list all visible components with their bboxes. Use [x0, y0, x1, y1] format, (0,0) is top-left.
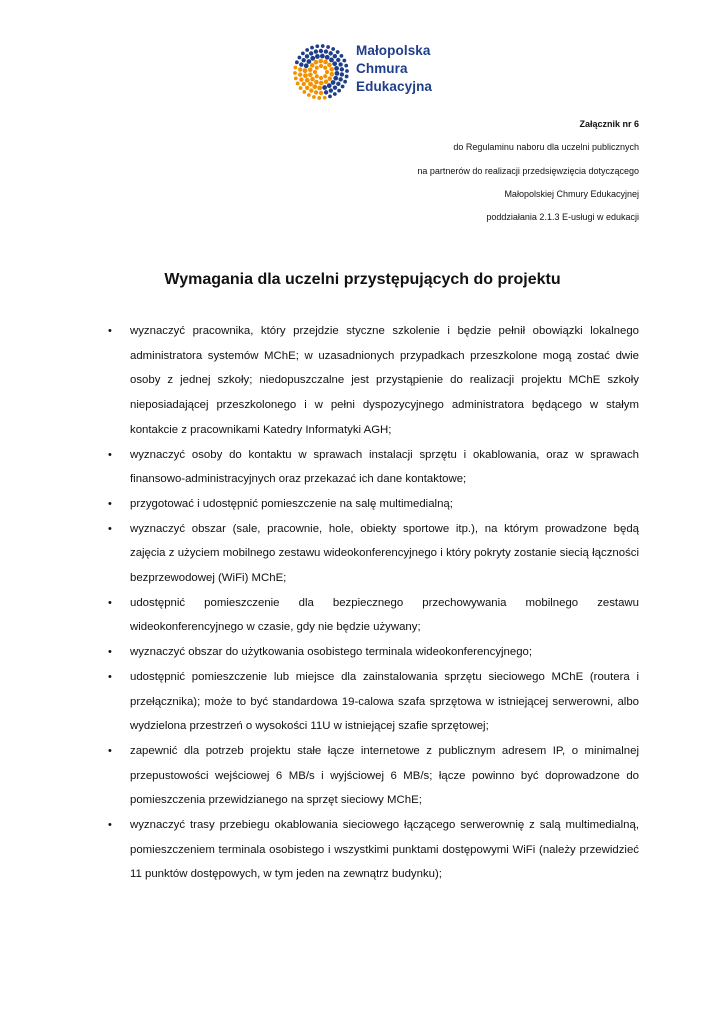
logo-dot: [334, 66, 339, 71]
requirement-text: wyznaczyć osoby do kontaktu w sprawach instalacji sprzętu i okablowania, oraz w sprawach finansowo-administracyjnych oraz przekazać ich dane kontaktowe;: [130, 448, 639, 486]
logo-dot: [333, 54, 337, 58]
logo-dot: [308, 72, 313, 77]
attachment-line-2: na partnerów do realizacji przedsięwzięcia dotyczącego: [417, 165, 639, 176]
logo-dot: [335, 71, 340, 76]
logo-dot: [327, 76, 332, 81]
logo-dot: [315, 66, 319, 70]
logo-dot: [338, 62, 342, 66]
logo: [292, 42, 452, 102]
logo-dot: [310, 77, 315, 82]
logo-dot: [310, 46, 314, 50]
logo-dot: [327, 63, 332, 68]
logo-dot: [307, 93, 311, 97]
logo-dot: [324, 49, 328, 53]
logo-dot: [340, 67, 344, 71]
logo-dot: [302, 82, 306, 86]
attachment-number: Załącznik nr 6: [579, 119, 639, 129]
bullet-icon: •: [108, 596, 112, 609]
logo-dot: [304, 63, 309, 68]
logo-dot: [314, 80, 319, 85]
requirements-list: [108, 319, 639, 887]
logo-dot: [319, 81, 324, 86]
logo-dot: [303, 73, 308, 78]
logo-dot: [337, 89, 341, 93]
logo-dot: [331, 80, 336, 85]
logo-dot: [340, 72, 344, 76]
logo-dot: [298, 72, 302, 76]
logo-dot: [313, 70, 317, 74]
logo-dot: [328, 95, 332, 99]
logo-line-1: Małopolska: [356, 43, 431, 58]
requirement-item: [108, 319, 639, 443]
logo-dot: [295, 60, 299, 64]
logo-dot: [302, 90, 306, 94]
logo-dot: [312, 95, 316, 99]
logo-line-3: Edukacyjna: [356, 79, 433, 94]
logo-dot: [333, 85, 337, 89]
logo-dot-mark-icon: [292, 42, 350, 102]
bullet-icon: •: [108, 744, 112, 757]
logo-dot: [345, 75, 349, 79]
logo-dot: [329, 72, 334, 77]
logo-dot: [328, 51, 332, 55]
logo-dot: [315, 74, 319, 78]
bullet-icon: •: [108, 670, 112, 683]
logo-dot: [298, 56, 302, 60]
document-title: Wymagania dla uczelni przystępujących do projektu: [164, 271, 561, 288]
requirement-item: [108, 591, 639, 640]
logo-dot: [303, 68, 308, 73]
logo-dot: [293, 66, 297, 70]
requirement-item: [108, 640, 639, 665]
logo-line-2: Chmura: [356, 61, 408, 76]
logo-dot: [319, 91, 323, 95]
logo-dot: [326, 45, 330, 49]
logo-dot: [315, 44, 319, 48]
logo-dot: [319, 76, 323, 80]
requirement-text: udostępnić pomieszczenie dla bezpiecznego przechowywania mobilnego zestawu wideokonferencyjnego w czasie, gdy nie będzie używany;: [130, 596, 639, 634]
logo-dot: [308, 68, 313, 73]
requirement-text: wyznaczyć obszar do użytkowania osobistego terminala wideokonferencyjnego;: [130, 646, 533, 659]
requirement-item: [108, 443, 639, 492]
logo-dot: [293, 71, 297, 75]
logo-dot: [325, 70, 329, 74]
requirement-text: wyznaczyć obszar (sale, pracownie, hole, obiekty sportowe itp.), na którym prowadzone będą zajęcia z użyciem mobilnego zestawu wideokonferencyjnego i który pokryty zostanie siecią łączności bezprzewodowej (WiFi) MChE;: [130, 522, 639, 585]
logo-dot: [305, 48, 309, 52]
requirement-text: wyznaczyć trasy przebiegu okablowania sieciowego łączącego serwerownię z salą multimedialną, pomieszczeniem terminala osobistego i wszystkimi punktami dostępowymi WiFi (należy przewidzieć 11 punktów dostępowych, w tym jeden na zewnątrz budynku);: [130, 819, 639, 881]
logo-dot: [312, 84, 317, 89]
attachment-line-4: poddziałania 2.1.3 E-usługi w edukacji: [486, 212, 639, 223]
requirement-item: [108, 665, 639, 739]
logo-dot: [329, 67, 334, 72]
logo-dot: [318, 59, 323, 64]
logo-dot: [305, 78, 310, 83]
logo-dot: [344, 64, 348, 68]
logo-dot: [336, 58, 340, 62]
logo-dot: [308, 82, 313, 87]
logo-dot: [327, 83, 332, 88]
requirement-item: [108, 813, 639, 887]
logo-dot: [340, 54, 344, 58]
attachment-line-3: Małopolskiej Chmury Edukacyjnej: [504, 188, 639, 199]
logo-dot: [325, 55, 330, 60]
logo-dot: [298, 67, 302, 71]
logo-dot: [332, 61, 337, 66]
logo-dot: [324, 79, 329, 84]
bullet-icon: •: [108, 497, 112, 510]
logo-dot: [333, 76, 338, 81]
logo-dot: [338, 77, 342, 81]
bullet-icon: •: [108, 325, 112, 337]
logo-dot: [331, 47, 335, 51]
bullet-icon: •: [108, 819, 112, 832]
logo-dot: [336, 50, 340, 54]
attachment-line-1: do Regulaminu naboru dla uczelni publicznych: [453, 142, 639, 153]
logo-dot: [296, 82, 300, 86]
bullet-icon: •: [108, 448, 112, 461]
logo-dot: [319, 64, 323, 68]
requirement-text: zapewnić dla potrzeb projektu stałe łącze internetowe z publicznym adresem IP, o minimalnej przepustowości wejściowej 6 MB/s i wyjściowej 6 MB/s; łącze powinno być doprowadzone do pomieszczenia przewidzianego na sprzęt sieciowy MChE;: [130, 744, 639, 807]
logo-dot: [329, 88, 333, 92]
logo-dot: [310, 63, 315, 68]
logo-dot: [317, 86, 322, 91]
logo-dot: [343, 80, 347, 84]
logo-dot: [301, 51, 305, 55]
logo-dot: [324, 90, 328, 94]
bullet-icon: •: [108, 646, 112, 659]
requirement-item: [108, 492, 639, 517]
logo-dot: [294, 76, 298, 80]
logo-dot: [333, 92, 337, 96]
logo-dot: [315, 54, 320, 59]
bullet-icon: •: [108, 522, 112, 535]
logo-dot: [323, 66, 327, 70]
logo-dot: [314, 90, 318, 94]
logo-dot: [309, 88, 313, 92]
logo-dot: [321, 44, 325, 48]
logo-dot: [319, 49, 323, 53]
logo-dot: [345, 69, 349, 73]
logo-dot: [342, 59, 346, 63]
logo-dot: [307, 59, 312, 64]
logo-dot: [301, 58, 305, 62]
logo-dot: [299, 77, 303, 81]
logo-dot: [305, 54, 309, 58]
requirement-text: przygotować i udostępnić pomieszczenie na salę multimedialną;: [130, 497, 453, 510]
logo-dot: [305, 86, 309, 90]
logo-dot: [309, 51, 313, 55]
attachment-header: [417, 113, 639, 229]
logo-dot: [314, 60, 319, 65]
requirement-item: [108, 739, 639, 813]
logo-dot: [322, 85, 327, 90]
logo-dot: [299, 62, 303, 66]
logo-dot: [299, 86, 303, 90]
logo-dot: [323, 96, 327, 100]
logo-text: [356, 42, 456, 96]
logo-dot: [329, 58, 334, 63]
logo-dot: [341, 85, 345, 89]
logo-dot: [320, 54, 325, 59]
requirement-text: wyznaczyć pracownika, który przejdzie styczne szkolenie i będzie pełnił obowiązki lokalnego administratora systemów MChE; w uzasadnionych przypadkach przeszkolone mogą zostać dwie osoby z jednej szkoły; niedopuszczalne jest przystąpienie do realizacji projektu MChE szkoły nieposiadającej przeszkolonego i w pełni dyspozycyjnego administratora będącego w stałym kontakcie z pracownikami Katedry Informatyki AGH;: [130, 325, 639, 436]
logo-dot: [336, 82, 340, 86]
requirement-item: [108, 517, 639, 591]
logo-dot: [323, 60, 328, 65]
logo-dot: [310, 56, 315, 61]
logo-dot: [317, 96, 321, 100]
logo-dot: [323, 74, 327, 78]
requirement-text: udostępnić pomieszczenie lub miejsce dla zainstalowania sprzętu sieciowego MChE (routera i przełącznika); może to być standardowa 19-calowa szafa sprzętowa w istniejącej serwerowni, albo wydzielona przestrzeń o wysokości 11U w istniejącej szafie sprzętowej;: [130, 670, 639, 733]
logo-dot: [314, 49, 318, 53]
